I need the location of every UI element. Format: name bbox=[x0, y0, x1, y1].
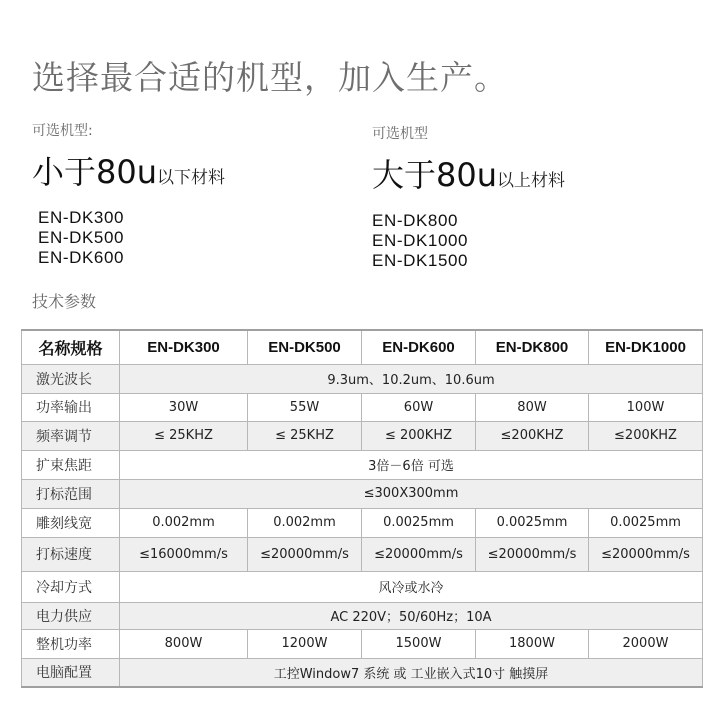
row-label: 打标速度 bbox=[22, 537, 120, 571]
row-label: 频率调节 bbox=[22, 421, 120, 450]
left-model-list bbox=[32, 208, 225, 268]
left-big-number: 80u bbox=[96, 153, 158, 191]
table-header-cell: EN-DK500 bbox=[248, 330, 362, 364]
merged-cell: 工控Window7 系统 或 工业嵌入式10寸 触摸屏 bbox=[120, 658, 703, 687]
table-cell: ≤ 200KHZ bbox=[362, 421, 476, 450]
model-item: EN-DK800 bbox=[372, 211, 459, 230]
merged-cell: ≤300X300mm bbox=[120, 479, 703, 508]
table-cell: ≤ 25KHZ bbox=[248, 421, 362, 450]
table-row bbox=[22, 571, 703, 602]
table-cell: 0.0025mm bbox=[476, 508, 589, 537]
table-header-cell: EN-DK600 bbox=[362, 330, 476, 364]
table-cell: 100W bbox=[589, 393, 703, 421]
model-item: EN-DK500 bbox=[38, 228, 125, 247]
table-header-cell: EN-DK800 bbox=[476, 330, 589, 364]
table-row bbox=[22, 421, 703, 450]
table-cell: 0.0025mm bbox=[589, 508, 703, 537]
row-label: 打标范围 bbox=[22, 479, 120, 508]
table-cell: ≤16000mm/s bbox=[120, 537, 248, 571]
model-item: EN-DK1500 bbox=[372, 251, 469, 270]
spec-table bbox=[21, 329, 703, 688]
table-cell: 2000W bbox=[589, 629, 703, 658]
table-cell: ≤200KHZ bbox=[476, 421, 589, 450]
table-cell: 1800W bbox=[476, 629, 589, 658]
left-big-prefix: 小于 bbox=[32, 153, 97, 191]
table-cell: 80W bbox=[476, 393, 589, 421]
table-row bbox=[22, 508, 703, 537]
right-model-list bbox=[372, 211, 565, 271]
right-big-prefix: 大于 bbox=[372, 156, 437, 194]
table-cell: ≤20000mm/s bbox=[589, 537, 703, 571]
right-big-title bbox=[372, 155, 565, 195]
table-header-cell: 名称规格 bbox=[22, 330, 120, 364]
row-label: 整机功率 bbox=[22, 629, 120, 658]
table-row bbox=[22, 393, 703, 421]
right-sublabel: 可选机型 bbox=[372, 126, 428, 142]
table-row bbox=[22, 364, 703, 393]
headline: 选择最合适的机型，加入生产。 bbox=[32, 58, 508, 97]
table-header-row bbox=[22, 330, 703, 364]
table-cell: ≤ 25KHZ bbox=[120, 421, 248, 450]
table-cell: 0.002mm bbox=[120, 508, 248, 537]
row-label: 激光波长 bbox=[22, 364, 120, 393]
table-row bbox=[22, 602, 703, 629]
row-label: 冷却方式 bbox=[22, 571, 120, 602]
left-sublabel: 可选机型: bbox=[32, 123, 93, 139]
left-big-title bbox=[32, 152, 225, 192]
right-big-suffix: 以上材料 bbox=[497, 171, 566, 191]
table-cell: 30W bbox=[120, 393, 248, 421]
row-label: 电脑配置 bbox=[22, 658, 120, 687]
table-cell: 55W bbox=[248, 393, 362, 421]
table-row bbox=[22, 537, 703, 571]
table-cell: 60W bbox=[362, 393, 476, 421]
table-row bbox=[22, 658, 703, 687]
merged-cell: AC 220V；50/60Hz；10A bbox=[120, 602, 703, 629]
right-big-number: 80u bbox=[436, 156, 498, 194]
merged-cell: 3倍－6倍 可选 bbox=[120, 450, 703, 479]
model-item: EN-DK1000 bbox=[372, 231, 469, 250]
table-cell: 800W bbox=[120, 629, 248, 658]
table-cell: 0.002mm bbox=[248, 508, 362, 537]
table-cell: 1200W bbox=[248, 629, 362, 658]
right-model-group bbox=[372, 120, 565, 271]
left-big-suffix: 以下材料 bbox=[157, 168, 226, 188]
row-label: 扩束焦距 bbox=[22, 450, 120, 479]
table-cell: ≤200KHZ bbox=[589, 421, 703, 450]
table-header-cell: EN-DK300 bbox=[120, 330, 248, 364]
row-label: 雕刻线宽 bbox=[22, 508, 120, 537]
model-item: EN-DK300 bbox=[38, 208, 125, 227]
table-cell: ≤20000mm/s bbox=[476, 537, 589, 571]
merged-cell: 风冷或水冷 bbox=[120, 571, 703, 602]
model-item: EN-DK600 bbox=[38, 248, 125, 267]
table-row bbox=[22, 629, 703, 658]
table-cell: 0.0025mm bbox=[362, 508, 476, 537]
table-row bbox=[22, 479, 703, 508]
table-cell: ≤20000mm/s bbox=[362, 537, 476, 571]
left-model-group bbox=[32, 120, 225, 268]
table-cell: ≤20000mm/s bbox=[248, 537, 362, 571]
section-title: 技术参数 bbox=[32, 292, 97, 311]
row-label: 电力供应 bbox=[22, 602, 120, 629]
table-row bbox=[22, 450, 703, 479]
table-cell: 1500W bbox=[362, 629, 476, 658]
merged-cell: 9.3um、10.2um、10.6um bbox=[120, 364, 703, 393]
table-header-cell: EN-DK1000 bbox=[589, 330, 703, 364]
row-label: 功率输出 bbox=[22, 393, 120, 421]
